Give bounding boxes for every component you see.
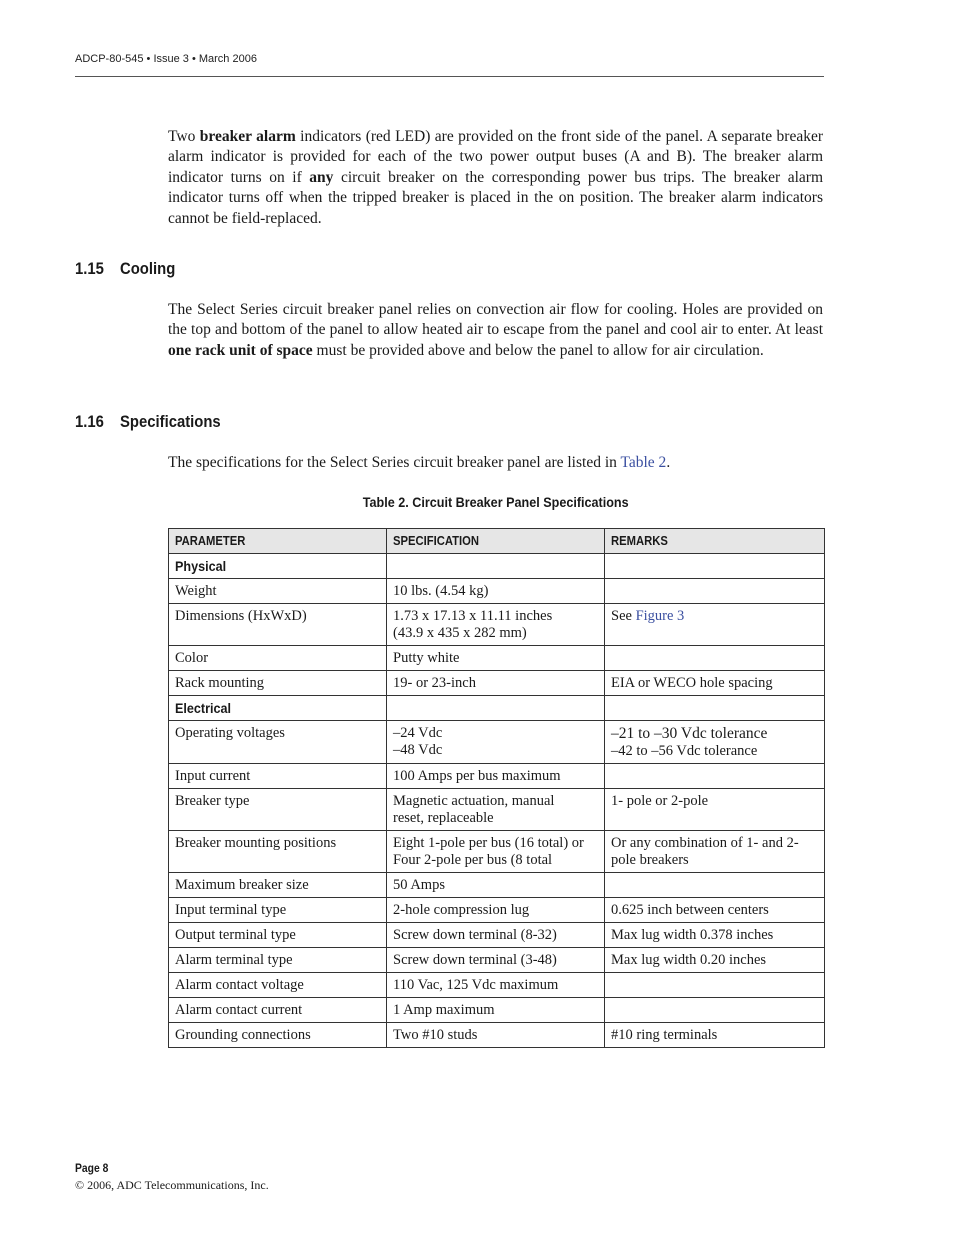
remarks-cell: [605, 873, 825, 898]
table-row: [169, 604, 825, 646]
remarks-cell: Max lug width 0.20 inches: [605, 948, 825, 973]
table-header-row: [169, 529, 825, 554]
specification-cell: 2-hole compression lug: [387, 898, 605, 923]
remarks-cell: #10 ring terminals: [605, 1023, 825, 1048]
parameter-cell: Output terminal type: [169, 923, 387, 948]
remarks-cell: EIA or WECO hole spacing: [605, 671, 825, 696]
remarks-cell: –21 to –30 Vdc tolerance –42 to –56 Vdc tolerance: [605, 721, 825, 764]
specification-cell: Magnetic actuation, manual reset, replaceable: [387, 789, 605, 831]
column-header-remarks: REMARKS: [605, 529, 825, 554]
table-row: [169, 789, 825, 831]
table-row: [169, 948, 825, 973]
remarks-cell: 0.625 inch between centers: [605, 898, 825, 923]
table-row: [169, 898, 825, 923]
specification-cell: 1.73 x 17.13 x 11.11 inches (43.9 x 435 x 282 mm): [387, 604, 605, 646]
table-row: [169, 646, 825, 671]
group-row-physical: [169, 554, 825, 579]
parameter-cell: Operating voltages: [169, 721, 387, 764]
parameter-cell: Alarm terminal type: [169, 948, 387, 973]
remarks-cell: Or any combination of 1- and 2- pole breakers: [605, 831, 825, 873]
parameter-cell: Breaker mounting positions: [169, 831, 387, 873]
parameter-cell: Alarm contact current: [169, 998, 387, 1023]
table-row: [169, 721, 825, 764]
specification-cell: Screw down terminal (3-48): [387, 948, 605, 973]
table-2-link[interactable]: Table 2: [620, 454, 667, 471]
figure-3-link[interactable]: Figure 3: [635, 608, 685, 624]
specification-cell: –24 Vdc –48 Vdc: [387, 721, 605, 764]
specification-cell: Two #10 studs: [387, 1023, 605, 1048]
table-row: [169, 579, 825, 604]
table-row: [169, 923, 825, 948]
table-row: [169, 831, 825, 873]
specification-cell: Putty white: [387, 646, 605, 671]
table-row: [169, 873, 825, 898]
remarks-cell: [605, 998, 825, 1023]
remarks-cell: [605, 579, 825, 604]
parameter-cell: Alarm contact voltage: [169, 973, 387, 998]
group-row-electrical: [169, 696, 825, 721]
parameter-cell: Breaker type: [169, 789, 387, 831]
table-row: [169, 1023, 825, 1048]
table-row: [169, 973, 825, 998]
parameter-cell: Grounding connections: [169, 1023, 387, 1048]
cooling-paragraph: The Select Series circuit breaker panel relies on convection air flow for cooling. Holes are provided on the top and bottom of the panel to allow heated air to escape from the panel and cool air to enter. At least one rack unit of space must be provided above and below the panel to allow for air circulation.: [168, 301, 823, 359]
specification-cell: 110 Vac, 125 Vdc maximum: [387, 973, 605, 998]
remarks-cell: [605, 973, 825, 998]
remarks-cell: [605, 646, 825, 671]
group-label: Physical: [169, 554, 387, 579]
column-header-parameter: PARAMETER: [169, 529, 387, 554]
specification-cell: Eight 1-pole per bus (16 total) or Four 2-pole per bus (8 total: [387, 831, 605, 873]
remarks-cell: Max lug width 0.378 inches: [605, 923, 825, 948]
remarks-cell: See Figure 3: [605, 604, 825, 646]
breaker-alarm-paragraph: Two breaker alarm indicators (red LED) are provided on the front side of the panel. A separate breaker alarm indicator is provided for each of the two power output buses (A and B). The breaker alarm indicator turns on if any circuit breaker on the corresponding power bus trips. The breaker alarm indicator turns off when the tripped breaker is placed in the on position. The breaker alarm indicators cannot be field-replaced.: [168, 128, 824, 227]
parameter-cell: Input terminal type: [169, 898, 387, 923]
parameter-cell: Input current: [169, 764, 387, 789]
remarks-cell: 1- pole or 2-pole: [605, 789, 825, 831]
parameter-cell: Weight: [169, 579, 387, 604]
remarks-cell: [605, 764, 825, 789]
section-heading-cooling: 1.15 Cooling: [75, 260, 176, 278]
specifications-table: [168, 528, 825, 1048]
specifications-paragraph: The specifications for the Select Series circuit breaker panel are listed in Table 2.: [168, 454, 671, 471]
copyright-notice: © 2006, ADC Telecommunications, Inc.: [75, 1178, 269, 1192]
table-row: [169, 764, 825, 789]
parameter-cell: Rack mounting: [169, 671, 387, 696]
specification-cell: 1 Amp maximum: [387, 998, 605, 1023]
group-label: Electrical: [169, 696, 387, 721]
table-row: [169, 998, 825, 1023]
running-header: ADCP-80-545 • Issue 3 • March 2006: [75, 53, 257, 65]
specification-cell: 10 lbs. (4.54 kg): [387, 579, 605, 604]
page-number: Page 8: [75, 1163, 109, 1175]
section-heading-specifications: 1.16 Specifications: [75, 413, 221, 431]
parameter-cell: Dimensions (HxWxD): [169, 604, 387, 646]
parameter-cell: Maximum breaker size: [169, 873, 387, 898]
specification-cell: Screw down terminal (8-32): [387, 923, 605, 948]
column-header-specification: SPECIFICATION: [387, 529, 605, 554]
specification-cell: 100 Amps per bus maximum: [387, 764, 605, 789]
specification-cell: 19- or 23-inch: [387, 671, 605, 696]
parameter-cell: Color: [169, 646, 387, 671]
specification-cell: 50 Amps: [387, 873, 605, 898]
table-row: [169, 671, 825, 696]
header-rule: [75, 76, 824, 77]
table-caption: Table 2. Circuit Breaker Panel Specifications: [362, 494, 629, 510]
